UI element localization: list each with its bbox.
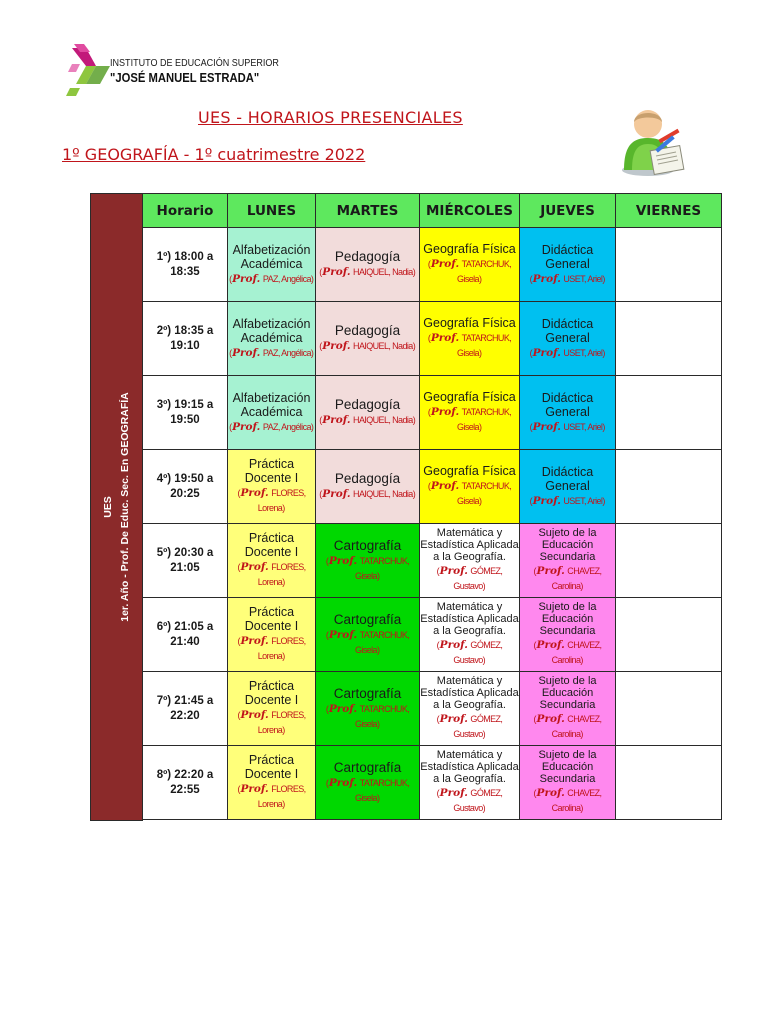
- professor-fullname: TATARCHUK, Gisela: [355, 703, 410, 729]
- professor-fullname: HAIQUEL, Nadia: [353, 341, 413, 351]
- professor-prefix: Prof.: [240, 783, 269, 795]
- professor-name: (Prof. TATARCHUK, Gisela): [427, 480, 512, 506]
- time-slot-start: 1º) 18:00 a: [156, 250, 214, 263]
- class-cell-lunes: [228, 598, 316, 672]
- professor-prefix: Prof.: [439, 787, 468, 799]
- subject-name: Práctica Docente I: [244, 605, 299, 633]
- professor-fullname: GÓMEZ, Gustavo: [453, 566, 503, 591]
- professor-prefix: Prof.: [532, 420, 561, 433]
- time-slot-end: 21:05: [170, 561, 200, 574]
- class-cell-martes: [316, 598, 420, 672]
- professor-name: (Prof. FLORES, Lorena): [237, 561, 306, 587]
- professor-fullname: TATARCHUK, Gisela: [457, 407, 512, 432]
- professor-prefix: Prof.: [240, 561, 269, 573]
- class-cell-jueves: [520, 598, 616, 672]
- class-cell-jueves: [520, 228, 616, 302]
- professor-prefix: Prof.: [240, 709, 269, 721]
- professor-fullname: FLORES, Lorena: [257, 784, 306, 809]
- time-slot-start: 2º) 18:35 a: [156, 324, 214, 337]
- subject-name: Didáctica General: [541, 390, 594, 419]
- subject-name: Cartografía: [333, 611, 402, 627]
- class-cell-jueves: [520, 302, 616, 376]
- professor-prefix: Prof.: [430, 258, 460, 270]
- class-cell-miercoles: [420, 746, 520, 820]
- subject-name: Sujeto de la Educación Secundaria: [538, 675, 597, 711]
- table-row: [143, 450, 722, 524]
- professor-fullname: PAZ, Angélica: [262, 421, 311, 432]
- professor-prefix: Prof.: [328, 776, 358, 789]
- professor-name: (Prof. USET, Ariel): [529, 346, 606, 359]
- professor-fullname: USET, Ariel: [563, 347, 603, 358]
- class-cell-viernes: [616, 228, 722, 302]
- table-row: [143, 598, 722, 672]
- professor-prefix: Prof.: [439, 565, 468, 577]
- professor-fullname: CHAVEZ, Carolina: [551, 640, 602, 665]
- professor-fullname: FLORES, Lorena: [257, 636, 306, 661]
- col-header-jueves: JUEVES: [520, 194, 616, 228]
- class-cell-jueves: [520, 524, 616, 598]
- subject-name: Matemática y Estadística Aplicada a la Geografía.: [420, 527, 519, 563]
- professor-fullname: CHAVEZ, Carolina: [551, 788, 602, 813]
- professor-name: (Prof. GÓMEZ, Gustavo): [436, 713, 503, 739]
- professor-prefix: Prof.: [439, 713, 468, 725]
- professor-fullname: USET, Ariel: [563, 495, 603, 506]
- professor-name: (Prof. PAZ, Angélica): [229, 346, 314, 359]
- professor-name: (Prof. USET, Ariel): [529, 420, 606, 433]
- subject-name: Sujeto de la Educación Secundaria: [538, 749, 597, 785]
- professor-prefix: Prof.: [430, 480, 460, 492]
- class-cell-lunes: [228, 376, 316, 450]
- professor-name: (Prof. GÓMEZ, Gustavo): [436, 565, 503, 591]
- col-header-lunes: LUNES: [228, 194, 316, 228]
- time-slot-start: 6º) 21:05 a: [156, 620, 214, 633]
- class-cell-miercoles: [420, 302, 520, 376]
- professor-fullname: TATARCHUK, Gisela: [355, 555, 410, 581]
- subject-name: Alfabetización Académica: [232, 390, 311, 419]
- class-cell-martes: [316, 746, 420, 820]
- subject-name: Matemática y Estadística Aplicada a la Geografía.: [420, 675, 519, 711]
- professor-prefix: Prof.: [536, 713, 565, 725]
- professor-name: (Prof. TATARCHUK, Gisela): [325, 776, 410, 803]
- table-row: [143, 302, 722, 376]
- professor-fullname: TATARCHUK, Gisela: [457, 333, 512, 358]
- subject-name: Práctica Docente I: [244, 753, 299, 781]
- professor-name: (Prof. FLORES, Lorena): [237, 487, 306, 513]
- professor-prefix: Prof.: [536, 639, 565, 651]
- professor-fullname: CHAVEZ, Carolina: [551, 566, 602, 591]
- institute-name-line1: INSTITUTO DE EDUCACIÓN SUPERIOR: [110, 57, 279, 69]
- professor-fullname: FLORES, Lorena: [257, 562, 306, 587]
- professor-fullname: TATARCHUK, Gisela: [355, 629, 410, 655]
- subject-name: Matemática y Estadística Aplicada a la Geografía.: [420, 749, 519, 785]
- time-slot-cell: [143, 672, 228, 746]
- table-row: [143, 746, 722, 820]
- time-slot-end: 22:55: [170, 783, 200, 796]
- professor-prefix: Prof.: [532, 346, 561, 359]
- sidebar-line2: 1er. Año - Prof. De Educ. Sec. En GEOGRAFÍA: [118, 392, 131, 622]
- class-cell-viernes: [616, 450, 722, 524]
- time-slot-end: 21:40: [170, 635, 200, 648]
- time-slot-cell: [143, 228, 228, 302]
- professor-name: (Prof. GÓMEZ, Gustavo): [436, 787, 503, 813]
- professor-prefix: Prof.: [439, 639, 468, 651]
- professor-fullname: GÓMEZ, Gustavo: [453, 714, 503, 739]
- time-slot-start: 7º) 21:45 a: [156, 694, 214, 707]
- professor-fullname: GÓMEZ, Gustavo: [453, 640, 503, 665]
- time-slot-start: 3º) 19:15 a: [156, 398, 214, 411]
- class-cell-martes: [316, 228, 420, 302]
- professor-name: (Prof. CHAVEZ, Carolina): [533, 713, 602, 739]
- subject-name: Didáctica General: [541, 464, 594, 493]
- professor-prefix: Prof.: [328, 554, 358, 567]
- class-cell-jueves: [520, 746, 616, 820]
- time-slot-start: 5º) 20:30 a: [156, 546, 214, 559]
- class-cell-lunes: [228, 524, 316, 598]
- subject-name: Pedagogía: [334, 471, 401, 486]
- time-slot-cell: [143, 302, 228, 376]
- table-row: [143, 376, 722, 450]
- professor-name: (Prof. HAIQUEL, Nadia): [319, 488, 416, 500]
- professor-name: (Prof. TATARCHUK, Gisela): [427, 258, 512, 284]
- professor-name: (Prof. CHAVEZ, Carolina): [533, 639, 602, 665]
- professor-fullname: FLORES, Lorena: [257, 710, 306, 735]
- class-cell-miercoles: [420, 450, 520, 524]
- student-avatar-icon: [618, 104, 690, 178]
- class-cell-lunes: [228, 746, 316, 820]
- class-cell-lunes: [228, 302, 316, 376]
- professor-name: (Prof. HAIQUEL, Nadia): [319, 266, 416, 278]
- class-cell-viernes: [616, 524, 722, 598]
- professor-fullname: HAIQUEL, Nadia: [353, 267, 413, 277]
- subject-name: Práctica Docente I: [244, 679, 299, 707]
- class-cell-lunes: [228, 228, 316, 302]
- professor-fullname: USET, Ariel: [563, 273, 603, 284]
- professor-prefix: Prof.: [536, 787, 565, 799]
- professor-fullname: PAZ, Angélica: [262, 273, 311, 284]
- professor-name: (Prof. FLORES, Lorena): [237, 635, 306, 661]
- time-slot-cell: [143, 450, 228, 524]
- class-cell-jueves: [520, 450, 616, 524]
- subject-name: Pedagogía: [334, 397, 401, 412]
- institute-logo: [66, 44, 110, 100]
- professor-prefix: Prof.: [430, 406, 460, 418]
- professor-fullname: TATARCHUK, Gisela: [355, 777, 410, 803]
- time-slot-cell: [143, 746, 228, 820]
- professor-prefix: Prof.: [240, 635, 269, 647]
- subject-name: Geografía Física: [423, 242, 516, 256]
- class-cell-martes: [316, 376, 420, 450]
- class-cell-martes: [316, 672, 420, 746]
- class-cell-lunes: [228, 450, 316, 524]
- professor-prefix: Prof.: [532, 272, 561, 285]
- professor-name: (Prof. FLORES, Lorena): [237, 709, 306, 735]
- class-cell-martes: [316, 450, 420, 524]
- subject-name: Pedagogía: [334, 323, 401, 338]
- professor-fullname: HAIQUEL, Nadia: [353, 489, 413, 499]
- institute-name-line2: "JOSÉ MANUEL ESTRADA": [110, 71, 260, 85]
- professor-name: (Prof. USET, Ariel): [529, 494, 606, 507]
- professor-name: (Prof. PAZ, Angélica): [229, 272, 314, 285]
- subject-name: Práctica Docente I: [244, 531, 299, 559]
- time-slot-end: 18:35: [170, 265, 200, 278]
- table-row: [143, 672, 722, 746]
- professor-prefix: Prof.: [430, 332, 460, 344]
- professor-prefix: Prof.: [232, 420, 261, 433]
- professor-name: (Prof. TATARCHUK, Gisela): [427, 332, 512, 358]
- subject-name: Práctica Docente I: [244, 457, 299, 485]
- class-cell-viernes: [616, 302, 722, 376]
- professor-prefix: Prof.: [532, 494, 561, 507]
- professor-prefix: Prof.: [322, 340, 351, 352]
- professor-fullname: USET, Ariel: [563, 421, 603, 432]
- subject-name: Sujeto de la Educación Secundaria: [538, 527, 597, 563]
- sidebar-label: [90, 193, 143, 821]
- professor-name: (Prof. FLORES, Lorena): [237, 783, 306, 809]
- professor-name: (Prof. TATARCHUK, Gisela): [325, 702, 410, 729]
- class-cell-martes: [316, 302, 420, 376]
- table-row: [143, 524, 722, 598]
- time-slot-end: 19:50: [170, 413, 200, 426]
- subject-name: Cartografía: [333, 759, 402, 775]
- professor-name: (Prof. GÓMEZ, Gustavo): [436, 639, 503, 665]
- table-header-row: [143, 194, 722, 228]
- sidebar-line1: UES: [101, 496, 114, 518]
- subject-name: Pedagogía: [334, 249, 401, 264]
- professor-name: (Prof. HAIQUEL, Nadia): [319, 340, 416, 352]
- professor-name: (Prof. CHAVEZ, Carolina): [533, 787, 602, 813]
- class-cell-miercoles: [420, 376, 520, 450]
- professor-fullname: HAIQUEL, Nadia: [353, 415, 413, 425]
- subject-name: Alfabetización Académica: [232, 316, 311, 345]
- professor-prefix: Prof.: [232, 346, 261, 359]
- time-slot-cell: [143, 376, 228, 450]
- class-cell-miercoles: [420, 228, 520, 302]
- professor-prefix: Prof.: [328, 702, 358, 715]
- col-header-martes: MARTES: [316, 194, 420, 228]
- class-cell-viernes: [616, 376, 722, 450]
- professor-name: (Prof. PAZ, Angélica): [229, 420, 314, 433]
- professor-name: (Prof. TATARCHUK, Gisela): [325, 554, 410, 581]
- time-slot-end: 22:20: [170, 709, 200, 722]
- professor-prefix: Prof.: [328, 628, 358, 641]
- professor-name: (Prof. CHAVEZ, Carolina): [533, 565, 602, 591]
- schedule-table: [142, 193, 722, 820]
- time-slot-cell: [143, 598, 228, 672]
- professor-prefix: Prof.: [322, 414, 351, 426]
- time-slot-start: 8º) 22:20 a: [156, 768, 214, 781]
- professor-name: (Prof. USET, Ariel): [529, 272, 606, 285]
- professor-name: (Prof. HAIQUEL, Nadia): [319, 414, 416, 426]
- class-cell-miercoles: [420, 672, 520, 746]
- class-cell-viernes: [616, 746, 722, 820]
- subject-name: Cartografía: [333, 685, 402, 701]
- subject-name: Didáctica General: [541, 316, 594, 345]
- subject-name: Cartografía: [333, 537, 402, 553]
- professor-fullname: GÓMEZ, Gustavo: [453, 788, 503, 813]
- subject-name: Geografía Física: [423, 316, 516, 330]
- time-slot-start: 4º) 19:50 a: [156, 472, 214, 485]
- subject-name: Sujeto de la Educación Secundaria: [538, 601, 597, 637]
- professor-name: (Prof. TATARCHUK, Gisela): [325, 628, 410, 655]
- col-header-horario: Horario: [143, 194, 228, 228]
- professor-fullname: FLORES, Lorena: [257, 488, 306, 513]
- professor-fullname: TATARCHUK, Gisela: [457, 259, 512, 284]
- professor-prefix: Prof.: [232, 272, 261, 285]
- professor-prefix: Prof.: [240, 487, 269, 499]
- professor-fullname: PAZ, Angélica: [262, 347, 311, 358]
- professor-prefix: Prof.: [322, 266, 351, 278]
- professor-prefix: Prof.: [322, 488, 351, 500]
- class-cell-martes: [316, 524, 420, 598]
- page-title: UES - HORARIOS PRESENCIALES: [198, 108, 463, 127]
- subject-name: Geografía Física: [423, 464, 516, 478]
- class-cell-miercoles: [420, 524, 520, 598]
- class-cell-miercoles: [420, 598, 520, 672]
- class-cell-jueves: [520, 672, 616, 746]
- page-subtitle: 1º GEOGRAFÍA - 1º cuatrimestre 2022: [62, 145, 366, 164]
- class-cell-viernes: [616, 598, 722, 672]
- subject-name: Alfabetización Académica: [232, 242, 311, 271]
- col-header-viernes: VIERNES: [616, 194, 722, 228]
- subject-name: Matemática y Estadística Aplicada a la Geografía.: [420, 601, 519, 637]
- professor-prefix: Prof.: [536, 565, 565, 577]
- class-cell-lunes: [228, 672, 316, 746]
- class-cell-jueves: [520, 376, 616, 450]
- class-cell-viernes: [616, 672, 722, 746]
- time-slot-end: 20:25: [170, 487, 200, 500]
- subject-name: Didáctica General: [541, 242, 594, 271]
- col-header-miercoles: MIÉRCOLES: [420, 194, 520, 228]
- professor-fullname: CHAVEZ, Carolina: [551, 714, 602, 739]
- subject-name: Geografía Física: [423, 390, 516, 404]
- time-slot-end: 19:10: [170, 339, 200, 352]
- professor-fullname: TATARCHUK, Gisela: [457, 481, 512, 506]
- table-row: [143, 228, 722, 302]
- time-slot-cell: [143, 524, 228, 598]
- professor-name: (Prof. TATARCHUK, Gisela): [427, 406, 512, 432]
